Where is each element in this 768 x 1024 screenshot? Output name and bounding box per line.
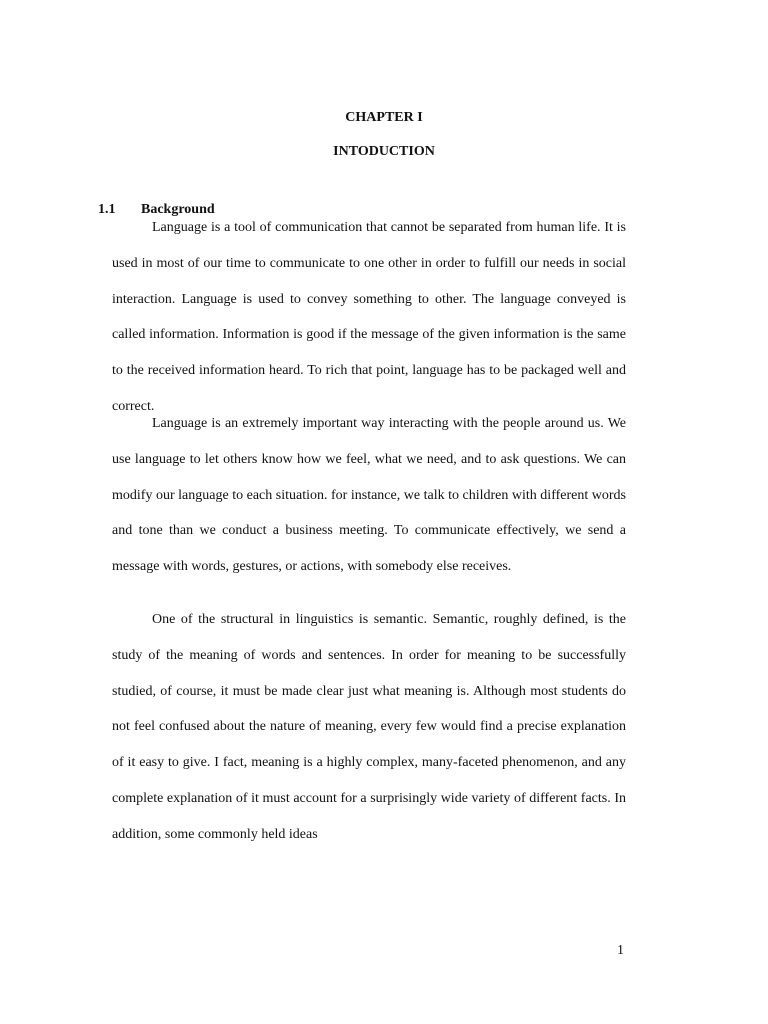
- page-number: 1: [617, 943, 624, 958]
- section-title: Background: [141, 202, 215, 217]
- paragraph-2: Language is an extremely important way interacting with the people around us. We use language to let others know how we feel, what we need, and to ask questions. We can modify our language to each situation. for instance, we talk to children with different words and tone than we conduct a business meeting. To communicate effectively, we send a message with words, gestures, or actions, with somebody else receives.: [112, 416, 626, 575]
- chapter-subtitle: INTODUCTION: [333, 144, 435, 159]
- section-number: 1.1: [98, 202, 116, 217]
- paragraph-1: Language is a tool of communication that cannot be separated from human life. It is used in most of our time to communicate to one other in order to fulfill our needs in social interaction. Language is used to convey something to other. The language conveyed is called information. Information is good if the message of the given information is the same to the received information heard. To rich that point, language has to be packaged well and correct.: [112, 220, 626, 414]
- paragraph-3: One of the structural in linguistics is semantic. Semantic, roughly defined, is the study of the meaning of words and sentences. In order for meaning to be successfully studied, of course, it must be made clear just what meaning is. Although most students do not feel confused about the nature of meaning, every few would find a precise explanation of it easy to give. I fact, meaning is a highly complex, many-faceted phenomenon, and any complete explanation of it must account for a surprisingly wide variety of different facts. In addition, some commonly held ideas: [112, 612, 626, 842]
- chapter-title: CHAPTER I: [345, 110, 423, 125]
